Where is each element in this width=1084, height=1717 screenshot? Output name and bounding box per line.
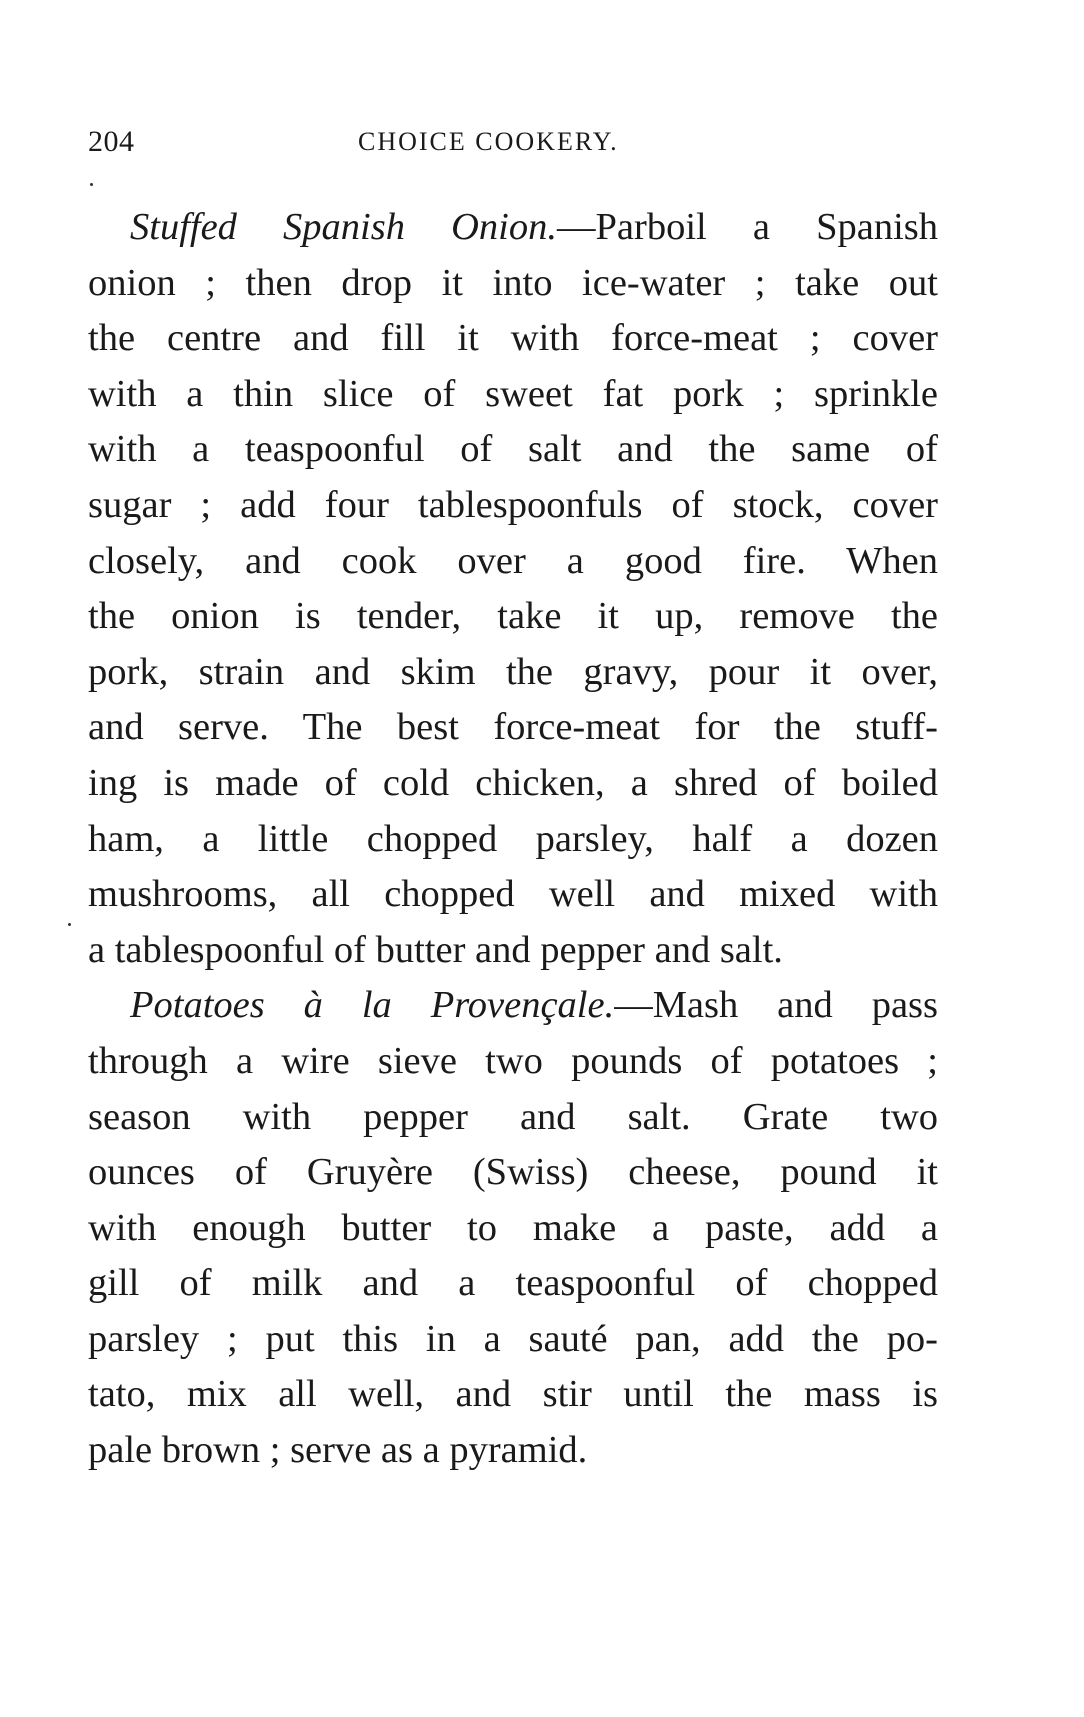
text-line: with a teaspoonful of salt and the same of xyxy=(88,428,938,471)
recipe-stuffed-spanish-onion xyxy=(88,200,938,978)
text-line: onion ; then drop it into ice-water ; take out xyxy=(88,261,938,304)
line-text: —Parboil a Spanish xyxy=(557,206,938,248)
text-line: season with pepper and salt. Grate two xyxy=(88,1095,938,1138)
text-line: through a wire sieve two pounds of potatoes ; xyxy=(88,1039,938,1082)
recipe-title: Stuffed Spanish Onion. xyxy=(130,206,557,248)
text-line xyxy=(88,978,938,1034)
text-line xyxy=(88,200,938,256)
text-line: the onion is tender, take it up, remove the xyxy=(88,595,938,638)
text-line: mushrooms, all chopped well and mixed with xyxy=(88,873,938,916)
text-line: closely, and cook over a good fire. When xyxy=(88,539,938,582)
recipe-title: Potatoes à la Provençale. xyxy=(130,984,615,1027)
text-line: the centre and fill it with force-meat ; cover xyxy=(88,317,938,360)
text-line: ing is made of cold chicken, a shred of boiled xyxy=(88,761,938,804)
recipe-potatoes-provencale xyxy=(88,978,938,1478)
page-number: 204 xyxy=(88,125,135,158)
text-line: a tablespoonful of butter and pepper and salt. xyxy=(88,928,783,971)
text-line: tato, mix all well, and stir until the mass is xyxy=(88,1373,938,1416)
running-title: CHOICE COOKERY. xyxy=(358,127,619,156)
text-line: pork, strain and skim the gravy, pour it over, xyxy=(88,650,938,693)
page-body xyxy=(88,200,938,1479)
ink-speck xyxy=(90,183,93,186)
ink-speck xyxy=(68,923,71,926)
text-line: parsley ; put this in a sauté pan, add the po- xyxy=(88,1317,938,1360)
line-text: —Mash and pass xyxy=(614,984,938,1027)
text-line: pale brown ; serve as a pyramid. xyxy=(88,1429,588,1472)
text-line: with enough butter to make a paste, add a xyxy=(88,1206,938,1249)
text-line: ounces of Gruyère (Swiss) cheese, pound it xyxy=(88,1151,938,1194)
text-line: and serve. The best force-meat for the stuff- xyxy=(88,706,938,749)
text-line: gill of milk and a teaspoonful of chopped xyxy=(88,1262,938,1305)
text-line: sugar ; add four tablespoonfuls of stock, cover xyxy=(88,483,938,526)
page-header xyxy=(88,122,938,162)
text-line: ham, a little chopped parsley, half a dozen xyxy=(88,817,938,860)
text-line: with a thin slice of sweet fat pork ; sprinkle xyxy=(88,372,938,415)
